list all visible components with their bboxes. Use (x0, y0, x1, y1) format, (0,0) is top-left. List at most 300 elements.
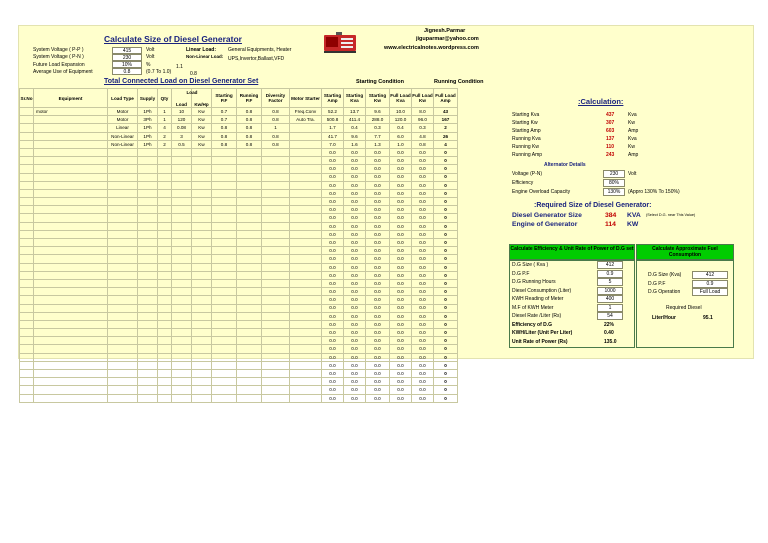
table-cell[interactable]: 0.8 (237, 124, 262, 132)
efficiency-value-field[interactable]: 54 (597, 312, 623, 320)
table-cell[interactable]: 0.8 (262, 108, 290, 116)
table-cell[interactable] (192, 345, 212, 353)
table-cell[interactable] (158, 279, 172, 287)
table-cell[interactable]: 2 (158, 140, 172, 148)
table-cell[interactable] (138, 222, 158, 230)
table-cell[interactable] (192, 247, 212, 255)
table-cell[interactable] (138, 181, 158, 189)
table-cell[interactable] (138, 157, 158, 165)
table-cell[interactable]: 0.08 (172, 124, 192, 132)
table-cell[interactable] (192, 288, 212, 296)
table-cell[interactable] (158, 304, 172, 312)
table-cell[interactable] (138, 361, 158, 369)
table-cell[interactable] (212, 345, 237, 353)
table-cell[interactable]: 0.8 (212, 140, 237, 148)
table-cell[interactable]: 1 (158, 108, 172, 116)
table-cell[interactable] (290, 394, 322, 402)
table-cell[interactable] (237, 394, 262, 402)
table-cell[interactable] (212, 222, 237, 230)
table-cell[interactable] (237, 198, 262, 206)
table-cell[interactable] (237, 173, 262, 181)
table-cell[interactable] (172, 239, 192, 247)
table-cell[interactable] (172, 230, 192, 238)
table-cell[interactable] (172, 214, 192, 222)
table-cell[interactable]: 0.8 (262, 140, 290, 148)
table-cell[interactable] (192, 222, 212, 230)
table-cell[interactable] (262, 189, 290, 197)
table-cell[interactable] (212, 263, 237, 271)
table-cell[interactable] (290, 206, 322, 214)
table-cell[interactable] (290, 222, 322, 230)
table-cell[interactable] (290, 263, 322, 271)
table-cell[interactable] (212, 279, 237, 287)
table-cell[interactable] (290, 386, 322, 394)
table-cell[interactable] (212, 214, 237, 222)
table-cell[interactable] (192, 386, 212, 394)
table-cell[interactable] (192, 353, 212, 361)
table-cell[interactable] (108, 214, 138, 222)
table-cell[interactable] (158, 271, 172, 279)
alternator-value-field[interactable]: 230 (603, 170, 625, 178)
table-cell[interactable] (108, 181, 138, 189)
table-cell[interactable] (262, 239, 290, 247)
table-cell[interactable] (262, 394, 290, 402)
table-cell[interactable] (172, 181, 192, 189)
table-cell[interactable] (34, 279, 108, 287)
table-cell[interactable] (138, 345, 158, 353)
table-cell[interactable] (290, 165, 322, 173)
table-cell[interactable] (158, 263, 172, 271)
efficiency-value-field[interactable]: 412 (597, 261, 623, 269)
table-cell[interactable] (34, 148, 108, 156)
table-cell[interactable] (34, 329, 108, 337)
table-cell[interactable] (108, 148, 138, 156)
input-value-field[interactable]: 0.8 (112, 68, 142, 75)
table-cell[interactable] (34, 255, 108, 263)
table-cell[interactable] (108, 296, 138, 304)
table-cell[interactable] (237, 361, 262, 369)
table-cell[interactable] (34, 124, 108, 132)
table-cell[interactable] (212, 198, 237, 206)
table-cell[interactable] (108, 198, 138, 206)
table-cell[interactable] (34, 312, 108, 320)
table-cell[interactable] (290, 239, 322, 247)
table-cell[interactable] (158, 370, 172, 378)
efficiency-value-field[interactable]: 400 (597, 295, 623, 303)
table-cell[interactable] (172, 198, 192, 206)
table-cell[interactable] (172, 296, 192, 304)
table-cell[interactable] (262, 345, 290, 353)
table-cell[interactable] (138, 239, 158, 247)
table-cell[interactable] (108, 312, 138, 320)
table-cell[interactable] (237, 312, 262, 320)
table-cell[interactable] (172, 345, 192, 353)
table-cell[interactable] (192, 230, 212, 238)
table-cell[interactable] (237, 165, 262, 173)
table-cell[interactable]: Motor (108, 108, 138, 116)
table-cell[interactable] (192, 255, 212, 263)
input-value-field[interactable]: 415 (112, 47, 142, 54)
table-cell[interactable] (34, 206, 108, 214)
table-cell[interactable] (192, 271, 212, 279)
table-cell[interactable]: Auto Tra. (290, 116, 322, 124)
table-cell[interactable] (290, 329, 322, 337)
table-cell[interactable]: 1Ph (138, 124, 158, 132)
table-cell[interactable] (172, 312, 192, 320)
table-cell[interactable] (262, 263, 290, 271)
table-cell[interactable] (192, 165, 212, 173)
table-cell[interactable] (290, 361, 322, 369)
table-cell[interactable] (138, 304, 158, 312)
table-cell[interactable] (108, 370, 138, 378)
table-cell[interactable]: 1Ph (138, 132, 158, 140)
table-cell[interactable] (108, 230, 138, 238)
table-cell[interactable] (108, 386, 138, 394)
table-cell[interactable] (34, 230, 108, 238)
table-cell[interactable] (192, 329, 212, 337)
table-cell[interactable] (108, 320, 138, 328)
table-cell[interactable]: 10 (172, 108, 192, 116)
table-cell[interactable] (192, 312, 212, 320)
table-cell[interactable] (237, 320, 262, 328)
table-cell[interactable] (172, 165, 192, 173)
table-cell[interactable] (262, 353, 290, 361)
table-cell[interactable]: motor (34, 108, 108, 116)
input-value-field[interactable]: 230 (112, 54, 142, 61)
alternator-value-field[interactable]: 130% (603, 188, 625, 196)
table-cell[interactable] (237, 288, 262, 296)
table-cell[interactable] (138, 378, 158, 386)
table-cell[interactable] (290, 140, 322, 148)
table-cell[interactable] (172, 394, 192, 402)
table-cell[interactable] (192, 206, 212, 214)
table-cell[interactable] (34, 222, 108, 230)
table-cell[interactable] (34, 140, 108, 148)
table-cell[interactable] (262, 222, 290, 230)
table-cell[interactable]: 0.7 (212, 116, 237, 124)
table-cell[interactable] (290, 173, 322, 181)
table-cell[interactable] (34, 165, 108, 173)
table-cell[interactable] (262, 255, 290, 263)
table-cell[interactable] (138, 353, 158, 361)
table-cell[interactable] (172, 206, 192, 214)
fuel-value-field[interactable]: Full Load (692, 288, 728, 296)
table-cell[interactable] (212, 394, 237, 402)
table-cell[interactable] (192, 181, 212, 189)
table-cell[interactable] (158, 173, 172, 181)
table-cell[interactable] (34, 132, 108, 140)
table-cell[interactable] (138, 337, 158, 345)
table-cell[interactable] (212, 329, 237, 337)
table-cell[interactable] (138, 386, 158, 394)
table-cell[interactable] (290, 296, 322, 304)
table-cell[interactable] (212, 230, 237, 238)
table-cell[interactable]: 1Ph (138, 140, 158, 148)
table-cell[interactable] (108, 271, 138, 279)
fuel-value-field[interactable]: 412 (692, 271, 728, 279)
table-cell[interactable] (138, 394, 158, 402)
table-cell[interactable] (158, 230, 172, 238)
table-cell[interactable] (34, 361, 108, 369)
table-cell[interactable] (158, 353, 172, 361)
table-cell[interactable]: 0.8 (237, 116, 262, 124)
table-cell[interactable] (138, 320, 158, 328)
table-cell[interactable] (158, 181, 172, 189)
table-cell[interactable] (192, 304, 212, 312)
table-cell[interactable] (290, 189, 322, 197)
table-cell[interactable] (237, 271, 262, 279)
table-cell[interactable] (262, 214, 290, 222)
table-cell[interactable]: Kw (192, 108, 212, 116)
table-cell[interactable] (237, 255, 262, 263)
table-cell[interactable] (192, 394, 212, 402)
table-cell[interactable] (290, 214, 322, 222)
table-cell[interactable] (34, 198, 108, 206)
table-cell[interactable] (172, 148, 192, 156)
table-cell[interactable] (262, 181, 290, 189)
table-cell[interactable] (192, 189, 212, 197)
table-cell[interactable] (212, 271, 237, 279)
table-cell[interactable] (290, 230, 322, 238)
table-cell[interactable] (262, 173, 290, 181)
table-cell[interactable] (212, 157, 237, 165)
table-cell[interactable]: 0.8 (237, 108, 262, 116)
table-cell[interactable] (262, 337, 290, 345)
table-cell[interactable] (158, 378, 172, 386)
table-cell[interactable] (262, 247, 290, 255)
table-cell[interactable]: 0.8 (237, 140, 262, 148)
table-cell[interactable] (237, 353, 262, 361)
table-cell[interactable] (34, 157, 108, 165)
table-cell[interactable] (108, 345, 138, 353)
table-cell[interactable] (212, 337, 237, 345)
table-cell[interactable] (262, 320, 290, 328)
table-cell[interactable] (212, 304, 237, 312)
table-cell[interactable] (138, 189, 158, 197)
table-cell[interactable] (212, 320, 237, 328)
table-cell[interactable] (158, 206, 172, 214)
efficiency-value-field[interactable]: 0.9 (597, 270, 623, 278)
table-cell[interactable] (138, 288, 158, 296)
table-cell[interactable] (237, 189, 262, 197)
alternator-value-field[interactable]: 80% (603, 179, 625, 187)
table-cell[interactable]: Freq.Conv (290, 108, 322, 116)
table-cell[interactable]: Kw (192, 116, 212, 124)
table-cell[interactable] (158, 255, 172, 263)
table-cell[interactable] (138, 279, 158, 287)
table-cell[interactable] (108, 165, 138, 173)
table-cell[interactable]: 1 (158, 116, 172, 124)
table-cell[interactable] (192, 239, 212, 247)
table-cell[interactable] (34, 288, 108, 296)
table-cell[interactable] (192, 378, 212, 386)
table-cell[interactable] (34, 271, 108, 279)
table-cell[interactable] (290, 370, 322, 378)
table-cell[interactable] (212, 148, 237, 156)
table-cell[interactable]: 3Ph (138, 116, 158, 124)
table-cell[interactable]: 3 (172, 132, 192, 140)
table-cell[interactable] (158, 165, 172, 173)
table-cell[interactable]: 120 (172, 116, 192, 124)
table-cell[interactable] (192, 361, 212, 369)
table-cell[interactable] (172, 263, 192, 271)
table-cell[interactable] (172, 329, 192, 337)
table-cell[interactable] (158, 320, 172, 328)
table-cell[interactable] (172, 157, 192, 165)
table-cell[interactable] (212, 370, 237, 378)
table-cell[interactable] (212, 361, 237, 369)
table-cell[interactable]: Kw (192, 124, 212, 132)
table-cell[interactable] (172, 361, 192, 369)
table-cell[interactable] (290, 181, 322, 189)
table-cell[interactable] (262, 198, 290, 206)
table-cell[interactable] (212, 378, 237, 386)
table-cell[interactable]: 0.8 (212, 124, 237, 132)
table-cell[interactable] (192, 214, 212, 222)
table-cell[interactable] (172, 288, 192, 296)
table-cell[interactable] (34, 370, 108, 378)
table-cell[interactable] (237, 230, 262, 238)
table-cell[interactable] (192, 198, 212, 206)
table-cell[interactable] (192, 337, 212, 345)
table-cell[interactable] (108, 279, 138, 287)
table-cell[interactable] (158, 296, 172, 304)
table-cell[interactable]: 0.7 (212, 108, 237, 116)
table-cell[interactable] (290, 378, 322, 386)
table-cell[interactable] (262, 304, 290, 312)
table-cell[interactable] (34, 345, 108, 353)
table-cell[interactable] (172, 255, 192, 263)
table-cell[interactable]: Motor (108, 116, 138, 124)
table-cell[interactable]: 4 (158, 124, 172, 132)
table-cell[interactable] (262, 157, 290, 165)
table-cell[interactable] (237, 148, 262, 156)
table-cell[interactable] (34, 296, 108, 304)
table-cell[interactable] (158, 222, 172, 230)
table-cell[interactable] (262, 312, 290, 320)
table-cell[interactable] (212, 165, 237, 173)
efficiency-value-field[interactable]: 1000 (597, 287, 623, 295)
table-cell[interactable] (290, 337, 322, 345)
table-cell[interactable] (108, 222, 138, 230)
table-cell[interactable] (212, 353, 237, 361)
table-cell[interactable] (290, 279, 322, 287)
table-cell[interactable] (138, 165, 158, 173)
table-cell[interactable] (138, 296, 158, 304)
table-cell[interactable] (290, 353, 322, 361)
table-cell[interactable] (290, 304, 322, 312)
table-cell[interactable]: Non-Linear (108, 140, 138, 148)
table-cell[interactable] (172, 304, 192, 312)
table-cell[interactable] (192, 263, 212, 271)
table-cell[interactable] (172, 279, 192, 287)
table-cell[interactable] (237, 329, 262, 337)
table-cell[interactable] (192, 157, 212, 165)
table-cell[interactable] (158, 329, 172, 337)
table-cell[interactable] (262, 230, 290, 238)
table-cell[interactable] (192, 320, 212, 328)
table-cell[interactable] (212, 189, 237, 197)
table-cell[interactable] (108, 239, 138, 247)
table-cell[interactable] (34, 263, 108, 271)
table-cell[interactable] (34, 247, 108, 255)
table-cell[interactable] (290, 148, 322, 156)
table-cell[interactable] (212, 181, 237, 189)
table-cell[interactable] (290, 132, 322, 140)
table-cell[interactable] (192, 173, 212, 181)
table-cell[interactable] (290, 271, 322, 279)
table-cell[interactable] (158, 337, 172, 345)
table-cell[interactable] (212, 239, 237, 247)
table-cell[interactable] (138, 312, 158, 320)
table-cell[interactable] (212, 255, 237, 263)
table-cell[interactable] (158, 394, 172, 402)
table-cell[interactable]: 0.5 (172, 140, 192, 148)
table-cell[interactable] (290, 124, 322, 132)
table-cell[interactable] (192, 296, 212, 304)
table-cell[interactable] (108, 378, 138, 386)
table-cell[interactable] (108, 189, 138, 197)
table-cell[interactable] (158, 312, 172, 320)
table-cell[interactable] (212, 247, 237, 255)
table-cell[interactable] (34, 394, 108, 402)
table-cell[interactable] (290, 320, 322, 328)
table-cell[interactable] (237, 279, 262, 287)
table-cell[interactable]: Non-Linear (108, 132, 138, 140)
efficiency-value-field[interactable]: 1 (597, 304, 623, 312)
table-cell[interactable] (138, 271, 158, 279)
table-cell[interactable] (237, 157, 262, 165)
table-cell[interactable] (158, 386, 172, 394)
table-cell[interactable] (262, 148, 290, 156)
table-cell[interactable] (290, 288, 322, 296)
table-cell[interactable] (192, 279, 212, 287)
table-cell[interactable] (34, 386, 108, 394)
table-cell[interactable] (108, 304, 138, 312)
table-cell[interactable] (138, 329, 158, 337)
table-cell[interactable] (290, 312, 322, 320)
table-cell[interactable] (34, 337, 108, 345)
table-cell[interactable]: 0.8 (212, 132, 237, 140)
table-cell[interactable] (138, 370, 158, 378)
table-cell[interactable] (212, 312, 237, 320)
table-cell[interactable] (108, 337, 138, 345)
table-cell[interactable] (108, 353, 138, 361)
table-cell[interactable] (262, 279, 290, 287)
table-cell[interactable] (262, 386, 290, 394)
table-cell[interactable] (172, 353, 192, 361)
table-cell[interactable] (158, 361, 172, 369)
table-cell[interactable] (237, 206, 262, 214)
table-cell[interactable] (262, 370, 290, 378)
table-cell[interactable] (237, 239, 262, 247)
table-cell[interactable] (138, 263, 158, 271)
table-cell[interactable]: Kw (192, 132, 212, 140)
table-cell[interactable] (34, 181, 108, 189)
table-cell[interactable] (158, 214, 172, 222)
table-cell[interactable] (237, 222, 262, 230)
table-cell[interactable] (172, 173, 192, 181)
table-cell[interactable] (34, 116, 108, 124)
table-cell[interactable] (108, 263, 138, 271)
table-cell[interactable] (172, 320, 192, 328)
table-cell[interactable] (262, 271, 290, 279)
table-cell[interactable] (172, 222, 192, 230)
table-cell[interactable] (34, 214, 108, 222)
table-cell[interactable] (172, 337, 192, 345)
table-cell[interactable] (158, 288, 172, 296)
table-cell[interactable]: Kw (192, 140, 212, 148)
